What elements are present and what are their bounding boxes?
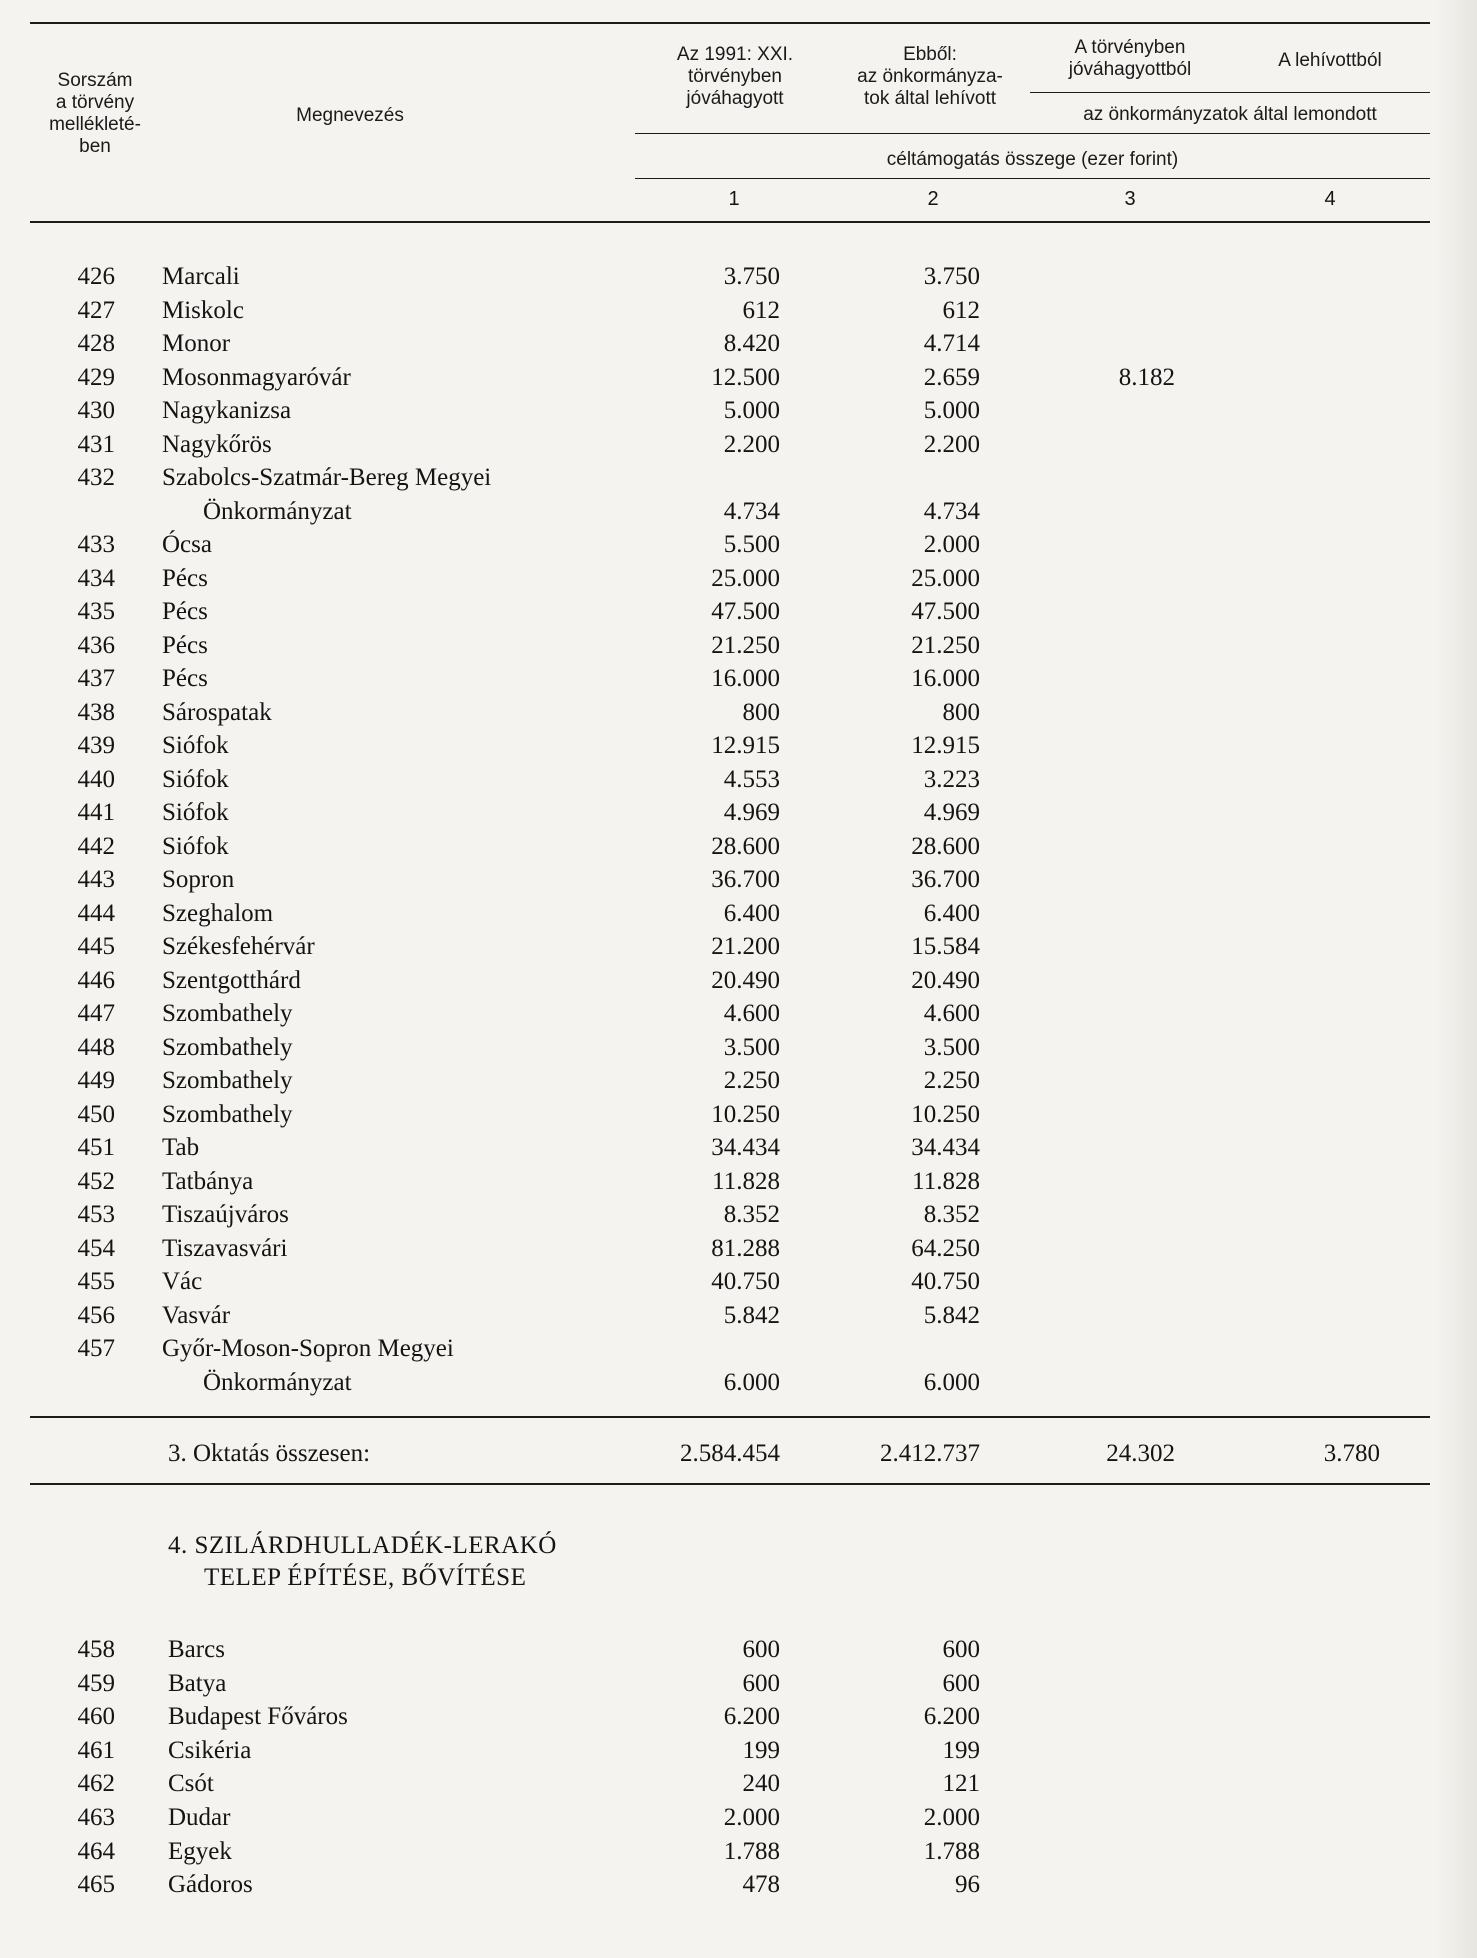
row-col2: 5.000	[923, 397, 980, 424]
row-name: Csót	[168, 1770, 214, 1798]
table-row	[0, 1165, 1477, 1198]
row-number: 433	[77, 531, 115, 558]
row-col1: 6.200	[723, 1703, 780, 1731]
row-col1: 12.915	[711, 732, 780, 759]
row-name: Sárospatak	[162, 698, 272, 726]
row-col1: 2.250	[723, 1067, 780, 1094]
table-row	[0, 897, 1477, 930]
row-number: 460	[77, 1703, 115, 1731]
row-col1: 36.700	[711, 866, 780, 893]
total-bottom-rule	[30, 1483, 1430, 1485]
table-row	[0, 1700, 1477, 1733]
row-number: 453	[77, 1201, 115, 1228]
row-name: Szombathely	[162, 1100, 293, 1128]
header-bottom-rule	[30, 221, 1430, 223]
row-col2: 47.500	[911, 598, 980, 625]
row-col2: 34.434	[911, 1134, 980, 1161]
row-col2: 6.200	[923, 1703, 980, 1731]
section-4-line-2: TELEP ÉPÍTÉSE, BŐVÍTÉSE	[204, 1564, 527, 1591]
row-col1: 16.000	[711, 665, 780, 692]
table-row	[0, 1131, 1477, 1164]
row-col2: 1.788	[923, 1837, 980, 1865]
row-col2: 36.700	[911, 866, 980, 893]
table-row	[0, 796, 1477, 829]
row-col1: 34.434	[711, 1134, 780, 1161]
row-col2: 3.223	[923, 765, 980, 793]
row-col1: 2.000	[723, 1804, 780, 1831]
row-name: Mosonmagyaróvár	[162, 363, 351, 391]
row-number: 462	[77, 1770, 115, 1798]
total-col2: 2.412.737	[880, 1440, 980, 1467]
row-number: 465	[77, 1871, 115, 1899]
row-col1: 5.000	[723, 397, 780, 424]
header-col1-line: törvényben	[687, 66, 782, 87]
row-name: Székesfehérvár	[162, 933, 315, 960]
row-col1: 8.420	[723, 330, 780, 357]
row-name: Pécs	[162, 564, 208, 592]
header-serial-line: ben	[79, 136, 111, 157]
table-row	[0, 1064, 1477, 1097]
row-col1: 47.500	[711, 598, 780, 625]
row-col1: 600	[742, 1636, 780, 1663]
row-col1: 5.842	[723, 1301, 780, 1329]
row-number: 439	[77, 732, 115, 759]
row-col2: 25.000	[911, 564, 980, 592]
row-name: Siófok	[162, 832, 229, 860]
row-name: Vác	[162, 1268, 203, 1295]
total-col4: 3.780	[1323, 1440, 1380, 1467]
row-col2: 2.000	[923, 531, 980, 558]
row-col1: 11.828	[712, 1167, 780, 1195]
row-col1: 6.000	[723, 1368, 780, 1396]
row-col2: 16.000	[911, 665, 980, 692]
row-number: 444	[77, 899, 115, 927]
table-row	[0, 1734, 1477, 1767]
header-col4: A lehívottból	[1278, 50, 1382, 71]
row-col2: 4.600	[923, 1000, 980, 1027]
row-name: Önkormányzat	[203, 497, 352, 525]
row-col1: 4.553	[723, 765, 780, 793]
row-col1: 240	[742, 1770, 780, 1798]
row-col2: 6.400	[923, 899, 980, 927]
row-col1: 21.200	[711, 933, 780, 960]
row-name: Vasvár	[162, 1301, 231, 1329]
row-name: Csikéria	[168, 1736, 252, 1764]
total-col3: 24.302	[1106, 1440, 1175, 1467]
row-col1: 12.500	[711, 363, 780, 391]
row-number: 441	[77, 799, 115, 826]
row-name: Marcali	[162, 263, 240, 290]
row-col2: 15.584	[911, 933, 980, 960]
row-number: 430	[77, 397, 115, 424]
row-name: Dudar	[168, 1804, 231, 1831]
row-name: Szentgotthárd	[162, 966, 301, 994]
row-col2: 64.250	[911, 1234, 980, 1262]
row-col1: 199	[742, 1736, 780, 1764]
table-row	[0, 461, 1477, 494]
row-col1: 612	[742, 296, 780, 324]
row-name: Szombathely	[162, 1067, 293, 1094]
header-col34-sub: az önkormányzatok által lemondott	[1083, 104, 1377, 125]
row-col2: 12.915	[911, 732, 980, 759]
table-row	[0, 1332, 1477, 1365]
header-col3-line: jóváhagyottból	[1068, 59, 1192, 80]
row-col1: 5.500	[723, 531, 780, 558]
row-col2: 4.969	[923, 799, 980, 826]
table-row	[0, 1299, 1477, 1332]
table-row	[0, 763, 1477, 796]
total-row	[0, 1437, 1477, 1470]
table-row	[0, 930, 1477, 963]
row-col2: 3.500	[923, 1033, 980, 1061]
header-col3	[1030, 37, 1230, 81]
row-number: 449	[77, 1067, 115, 1094]
row-name: Tab	[162, 1134, 200, 1161]
row-col1: 6.400	[723, 899, 780, 927]
row-number: 448	[77, 1033, 115, 1061]
row-col1: 81.288	[711, 1234, 780, 1262]
table-row	[0, 562, 1477, 595]
table-row	[0, 1667, 1477, 1700]
table-row	[0, 1232, 1477, 1265]
col34-rule	[1030, 92, 1430, 93]
row-number: 464	[77, 1837, 115, 1865]
header-col3-line: A törvényben	[1074, 37, 1186, 58]
row-number: 442	[77, 832, 115, 860]
row-name: Pécs	[162, 598, 208, 625]
row-number: 447	[77, 1000, 115, 1027]
row-col2: 40.750	[911, 1268, 980, 1295]
row-col3: 8.182	[1118, 363, 1175, 391]
header-serial	[30, 70, 160, 158]
table-row	[0, 495, 1477, 528]
row-name: Tiszavasvári	[162, 1234, 288, 1262]
header-col2-line: tok által lehívott	[863, 88, 997, 109]
table-row	[0, 1098, 1477, 1131]
page-edge-shadow	[1437, 0, 1477, 1958]
row-name: Tatbánya	[162, 1167, 254, 1195]
table-row	[0, 1198, 1477, 1231]
section-4-line-1: 4. SZILÁRDHULLADÉK-LERAKÓ	[168, 1532, 557, 1559]
row-col2: 800	[942, 698, 980, 726]
row-col1: 10.250	[711, 1100, 780, 1128]
row-name: Önkormányzat	[203, 1368, 352, 1396]
header-span-label: céltámogatás összege (ezer forint)	[886, 149, 1179, 170]
row-number: 457	[77, 1335, 115, 1362]
table-row	[0, 260, 1477, 293]
row-col2: 4.714	[923, 330, 980, 357]
row-number: 463	[77, 1804, 115, 1831]
row-number: 443	[77, 866, 115, 893]
row-col1: 25.000	[711, 564, 780, 592]
header-col2-line: Ebből:	[903, 44, 957, 65]
row-col1: 1.788	[723, 1837, 780, 1865]
row-col1: 478	[742, 1871, 780, 1899]
header-col1-line: jóváhagyott	[686, 88, 784, 109]
row-name: Nagykanizsa	[162, 397, 292, 424]
table-row	[0, 863, 1477, 896]
row-name: Győr-Moson-Sopron Megyei	[162, 1335, 454, 1362]
row-col1: 28.600	[711, 832, 780, 860]
row-col1: 4.734	[723, 497, 780, 525]
row-col1: 4.600	[723, 1000, 780, 1027]
row-col2: 2.000	[923, 1804, 980, 1831]
row-number: 435	[77, 598, 115, 625]
table-row	[0, 729, 1477, 762]
row-number: 434	[77, 564, 115, 592]
row-col2: 2.200	[923, 430, 980, 458]
row-col1: 2.200	[723, 430, 780, 458]
row-col1: 40.750	[711, 1268, 780, 1295]
row-number: 456	[77, 1301, 115, 1329]
row-col2: 612	[942, 296, 980, 324]
row-name: Egyek	[168, 1837, 232, 1865]
amount-rule	[635, 133, 1030, 134]
row-name: Siófok	[162, 799, 229, 826]
row-number: 436	[77, 631, 115, 659]
header-col1-line: Az 1991: XXI.	[676, 44, 794, 65]
row-number: 461	[77, 1736, 115, 1764]
row-number: 432	[77, 464, 115, 491]
row-number: 445	[77, 933, 115, 960]
row-col1: 3.750	[723, 263, 780, 290]
col34-sub-rule	[1030, 133, 1430, 134]
table-row	[0, 629, 1477, 662]
table-row	[0, 997, 1477, 1030]
row-name: Nagykőrös	[162, 430, 272, 458]
row-col2: 3.750	[923, 263, 980, 290]
row-number: 459	[77, 1669, 115, 1697]
table-row	[0, 830, 1477, 863]
row-name: Barcs	[168, 1636, 225, 1663]
header-serial-line: Sorszám	[57, 70, 133, 91]
col-number-4: 4	[1324, 188, 1336, 210]
row-col2: 96	[955, 1871, 980, 1899]
row-name: Tiszaújváros	[162, 1201, 289, 1228]
table-row	[0, 696, 1477, 729]
row-number: 446	[77, 966, 115, 994]
table-row	[0, 1767, 1477, 1800]
row-number: 426	[77, 263, 115, 290]
header-serial-line: a törvény	[55, 92, 135, 113]
row-number: 431	[77, 430, 115, 458]
row-name: Monor	[162, 330, 231, 357]
row-name: Miskolc	[162, 296, 244, 324]
row-col2: 2.250	[923, 1067, 980, 1094]
span-rule	[635, 178, 1430, 179]
row-name: Pécs	[162, 631, 208, 659]
col-number-3: 3	[1124, 188, 1136, 210]
row-number: 452	[77, 1167, 115, 1195]
table-row	[0, 528, 1477, 561]
row-name: Siófok	[162, 732, 229, 759]
row-col1: 21.250	[711, 631, 780, 659]
row-col1: 20.490	[711, 966, 780, 994]
row-col2: 21.250	[911, 631, 980, 659]
row-col2: 600	[942, 1636, 980, 1663]
row-number: 429	[77, 363, 115, 391]
row-col2: 6.000	[923, 1368, 980, 1396]
header-col1	[640, 44, 830, 110]
row-col2: 2.659	[923, 363, 980, 391]
row-col2: 8.352	[923, 1201, 980, 1228]
total-col1: 2.584.454	[680, 1440, 780, 1467]
row-col2: 199	[942, 1736, 980, 1764]
col-number-2: 2	[927, 188, 939, 210]
header-serial-line: mellékleté-	[49, 114, 141, 135]
row-col1: 600	[742, 1669, 780, 1697]
row-col2: 10.250	[911, 1100, 980, 1128]
table-row	[0, 428, 1477, 461]
row-name: Pécs	[162, 665, 208, 692]
table-row	[0, 361, 1477, 394]
table-row	[0, 294, 1477, 327]
total-label: 3. Oktatás összesen:	[168, 1440, 371, 1467]
row-name: Szombathely	[162, 1000, 293, 1027]
col-number-1: 1	[728, 188, 740, 210]
row-col1: 4.969	[723, 799, 780, 826]
row-col1: 3.500	[723, 1033, 780, 1061]
header-col2-line: az önkormányza-	[857, 66, 1003, 87]
row-number: 454	[77, 1234, 115, 1262]
row-name: Sopron	[162, 866, 235, 893]
table-row	[0, 1633, 1477, 1666]
table-row	[0, 1265, 1477, 1298]
table-row	[0, 964, 1477, 997]
row-col2: 20.490	[911, 966, 980, 994]
row-col1: 800	[742, 698, 780, 726]
header-col2	[840, 44, 1020, 110]
row-name: Siófok	[162, 765, 229, 793]
row-number: 440	[77, 765, 115, 793]
total-top-rule	[30, 1416, 1430, 1418]
section-4-title	[168, 1530, 557, 1594]
row-name: Ócsa	[162, 531, 212, 558]
row-number: 458	[77, 1636, 115, 1663]
row-col2: 28.600	[911, 832, 980, 860]
table-row	[0, 327, 1477, 360]
top-rule	[30, 22, 1430, 24]
table-row	[0, 662, 1477, 695]
row-col2: 4.734	[923, 497, 980, 525]
row-name: Batya	[168, 1669, 227, 1697]
table-row	[0, 595, 1477, 628]
table-row	[0, 1366, 1477, 1399]
table-row	[0, 1801, 1477, 1834]
table-row	[0, 1031, 1477, 1064]
row-col2: 5.842	[923, 1301, 980, 1329]
row-name: Szombathely	[162, 1033, 293, 1061]
row-name: Szabolcs-Szatmár-Bereg Megyei	[162, 464, 492, 491]
row-number: 438	[77, 698, 115, 726]
header-name: Megnevezés	[296, 105, 404, 126]
row-name: Budapest Főváros	[168, 1703, 348, 1731]
row-name: Szeghalom	[162, 899, 274, 927]
row-number: 428	[77, 330, 115, 357]
row-number: 455	[77, 1268, 115, 1295]
row-number: 451	[77, 1134, 115, 1161]
row-number: 427	[77, 296, 115, 324]
table-row	[0, 394, 1477, 427]
row-number: 450	[77, 1100, 115, 1128]
row-col2: 600	[942, 1669, 980, 1697]
table-row	[0, 1835, 1477, 1868]
row-col1: 8.352	[723, 1201, 780, 1228]
row-col2: 121	[942, 1770, 980, 1798]
row-name: Gádoros	[168, 1871, 253, 1899]
row-number: 437	[77, 665, 115, 692]
table-row	[0, 1868, 1477, 1901]
row-col2: 11.828	[912, 1167, 980, 1195]
